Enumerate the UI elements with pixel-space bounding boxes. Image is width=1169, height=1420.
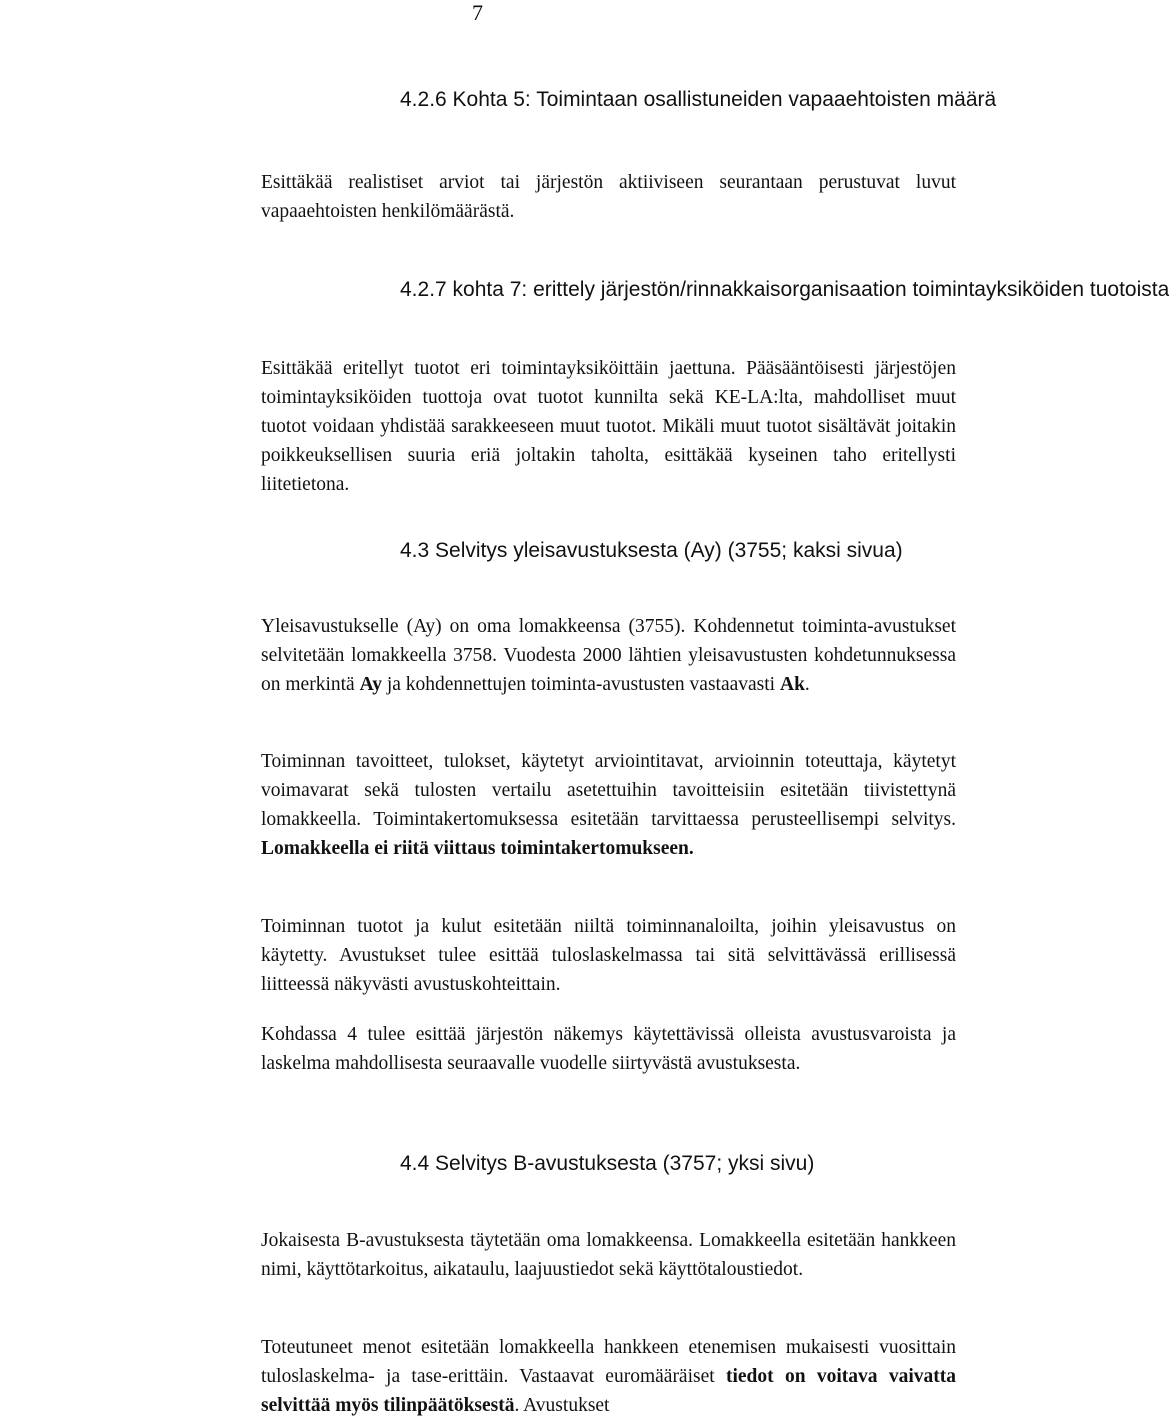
paragraph-unit-income: Esittäkää eritellyt tuotot eri toimintayksiköittäin jaettuna. Pääsääntöisesti järjestöjen toimintayksiköiden tuottoja ovat tuotot kunnilta sekä KE-LA:lta, mahdolliset muut tuotot voidaan yhdistää sarakkeeseen muut tuotot. Mikäli muut tuotot sisältävät joitakin poikkeuksellisen suuria eriä joltakin taholta, esittäkää kyseinen taho eritellysti liitetietona. bbox=[261, 358, 956, 495]
paragraph-income-expenses: Toiminnan tuotot ja kulut esitetään niiltä toiminnanaloilta, joihin yleisavustus on käytetty. Avustukset tulee esittää tuloslaskelmassa tai sitä selvittävässä erillisessä liitteessä näkyvästi avustuskohteittain. bbox=[261, 916, 956, 995]
heading-4-2-7: 4.2.7 kohta 7: erittely järjestön/rinnakkaisorganisaation toimintayksiköiden tuotoista bbox=[400, 278, 1169, 301]
paragraph-realized-costs: Toteutuneet menot esitetään lomakkeella hankkeen etenemisen mukaisesti vuosittain tuloslaskelma- ja tase-erittäin. Vastaavat euromääräiset tiedot on voitava vaivatta selvittää myös tilinpäätöksestä. Avustukset bbox=[261, 1337, 956, 1416]
heading-4-4: 4.4 Selvitys B-avustuksesta (3757; yksi sivu) bbox=[400, 1152, 815, 1175]
paragraph-b-grant-form: Jokaisesta B-avustuksesta täytetään oma lomakkeensa. Lomakkeella esitetään hankkeen nimi, käyttötarkoitus, aikataulu, laajuustiedot sekä käyttötaloustiedot. bbox=[261, 1230, 956, 1280]
heading-4-2-6: 4.2.6 Kohta 5: Toimintaan osallistuneiden vapaaehtoisten määrä bbox=[400, 88, 997, 111]
paragraph-section-4: Kohdassa 4 tulee esittää järjestön näkemys käytettävissä olleista avustusvaroista ja laskelma mahdollisesta seuraavalle vuodelle siirtyvästä avustuksesta. bbox=[261, 1024, 956, 1074]
paragraph-volunteers: Esittäkää realistiset arviot tai järjestön aktiiviseen seurantaan perustuvat luvut vapaaehtoisten henkilömäärästä. bbox=[261, 172, 956, 222]
paragraph-general-grant-form: Yleisavustukselle (Ay) on oma lomakkeensa (3755). Kohdennetut toiminta-avustukset selvitetään lomakkeella 3758. Vuodesta 2000 lähtien yleisavustusten kohdetunnuksessa on merkintä Ay ja kohdennettujen toiminta-avustusten vastaavasti Ak. bbox=[261, 616, 956, 695]
page-number: 7 bbox=[472, 0, 483, 25]
paragraph-goals-results: Toiminnan tavoitteet, tulokset, käytetyt arviointitavat, arvioinnin toteuttaja, käytetyt voimavarat sekä tulosten vertailu asetettuihin tavoitteisiin esitetään tiivistettynä lomakkeella. Toimintakertomuksessa esitetään tarvittaessa perusteellisempi selvitys. Lomakkeella ei riitä viittaus toimintakertomukseen. bbox=[261, 751, 956, 859]
heading-4-3: 4.3 Selvitys yleisavustuksesta (Ay) (3755; kaksi sivua) bbox=[400, 539, 903, 562]
